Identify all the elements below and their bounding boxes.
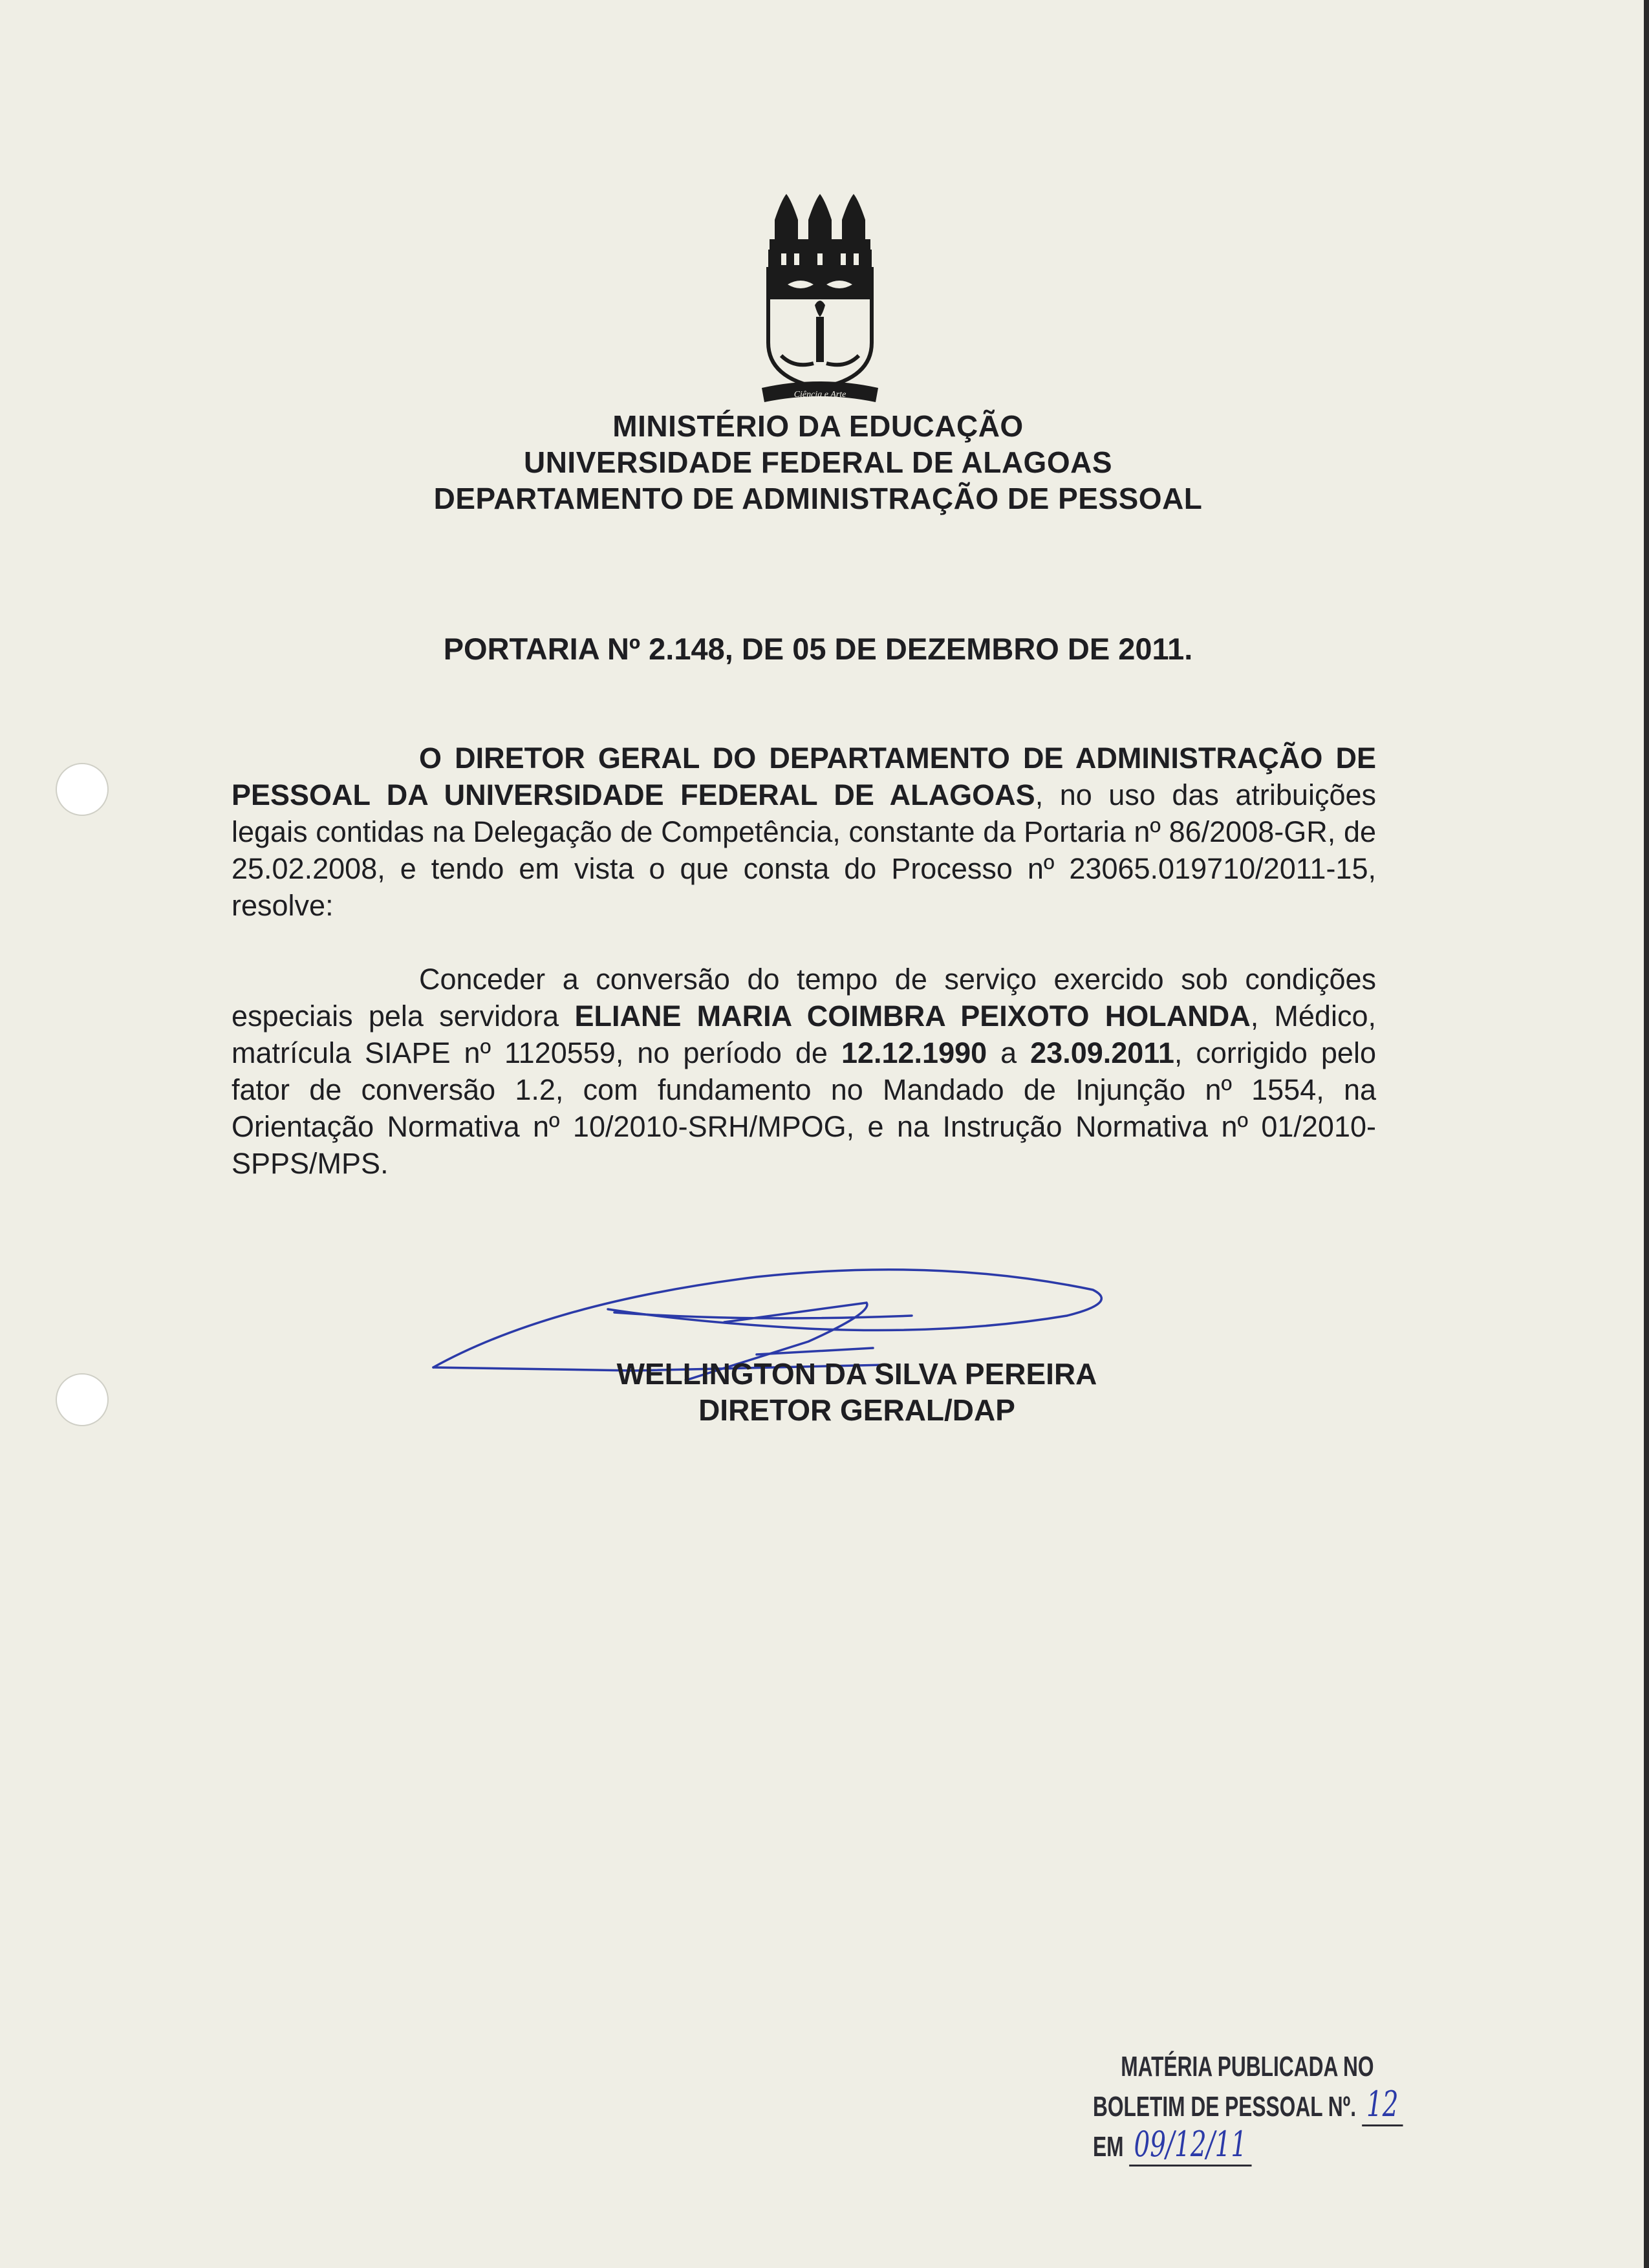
stamp-bulletin-label: BOLETIM DE PESSOAL Nº. [1093,2091,1357,2123]
publication-stamp [1093,2048,1399,2166]
resolution-paragraph [232,961,1376,1182]
university-crest-logo [755,194,885,407]
signer-name: WELLINGTON DA SILVA PEREIRA [616,1357,1097,1391]
header-department: DEPARTAMENTO DE ADMINISTRAÇÃO DE PESSOAL [433,482,1203,515]
resolution-text-1: Conceder a conversão do tempo de serviço exercido sob condições especiais pela servidora [232,963,1376,1032]
resolution-text-3: a [987,1036,1031,1069]
intro-paragraph [232,740,1376,924]
stamp-bulletin-number: 12 [1362,2084,1403,2126]
resolution-text-2: , Médico, matrícula SIAPE nº 1120559, no período de [232,1000,1376,1069]
document-title: PORTARIA Nº 2.148, DE 05 DE DEZEMBRO DE 2011. [443,632,1193,666]
crest-motto: Ciência e Arte [793,390,846,400]
stamp-line-3 [1093,2126,1353,2166]
stamp-line-2 [1093,2084,1399,2126]
period-end-date: 23.09.2011 [1030,1036,1174,1069]
employee-name: ELIANE MARIA COIMBRA PEIXOTO HOLANDA [574,1000,1251,1032]
intro-authority: O DIRETOR GERAL DO DEPARTAMENTO DE ADMINISTRAÇÃO DE PESSOAL DA UNIVERSIDADE FEDERAL DE ALAGOAS [232,742,1376,811]
signer-role: DIRETOR GERAL/DAP [698,1393,1015,1427]
header-university: UNIVERSIDADE FEDERAL DE ALAGOAS [523,445,1113,479]
scan-edge [1644,0,1649,2268]
stamp-date-value: 09/12/11 [1129,2124,1251,2166]
resolution-text-4: , corrigido pelo fator de conversão 1.2, com fundamento no Mandado de Injunção nº 1554, na Orientação Normativa nº 10/2010-SRH/MPOG, e na Instrução Normativa nº 01/2010-SPPS/MPS. [232,1036,1376,1180]
intro-text: , no uso das atribuições legais contidas na Delegação de Competência, constante da Portaria nº 86/2008-GR, de 25.02.2008, e tendo em vista o que consta do Processo nº 23065.019710/2011-15, resolve: [232,778,1376,922]
period-start-date: 12.12.1990 [841,1036,987,1069]
header-ministry: MINISTÉRIO DA EDUCAÇÃO [612,409,1024,443]
stamp-date-label: EM [1093,2131,1124,2163]
punch-hole-top [56,763,109,816]
stamp-line-1: MATÉRIA PUBLICADA NO [1121,2051,1374,2082]
